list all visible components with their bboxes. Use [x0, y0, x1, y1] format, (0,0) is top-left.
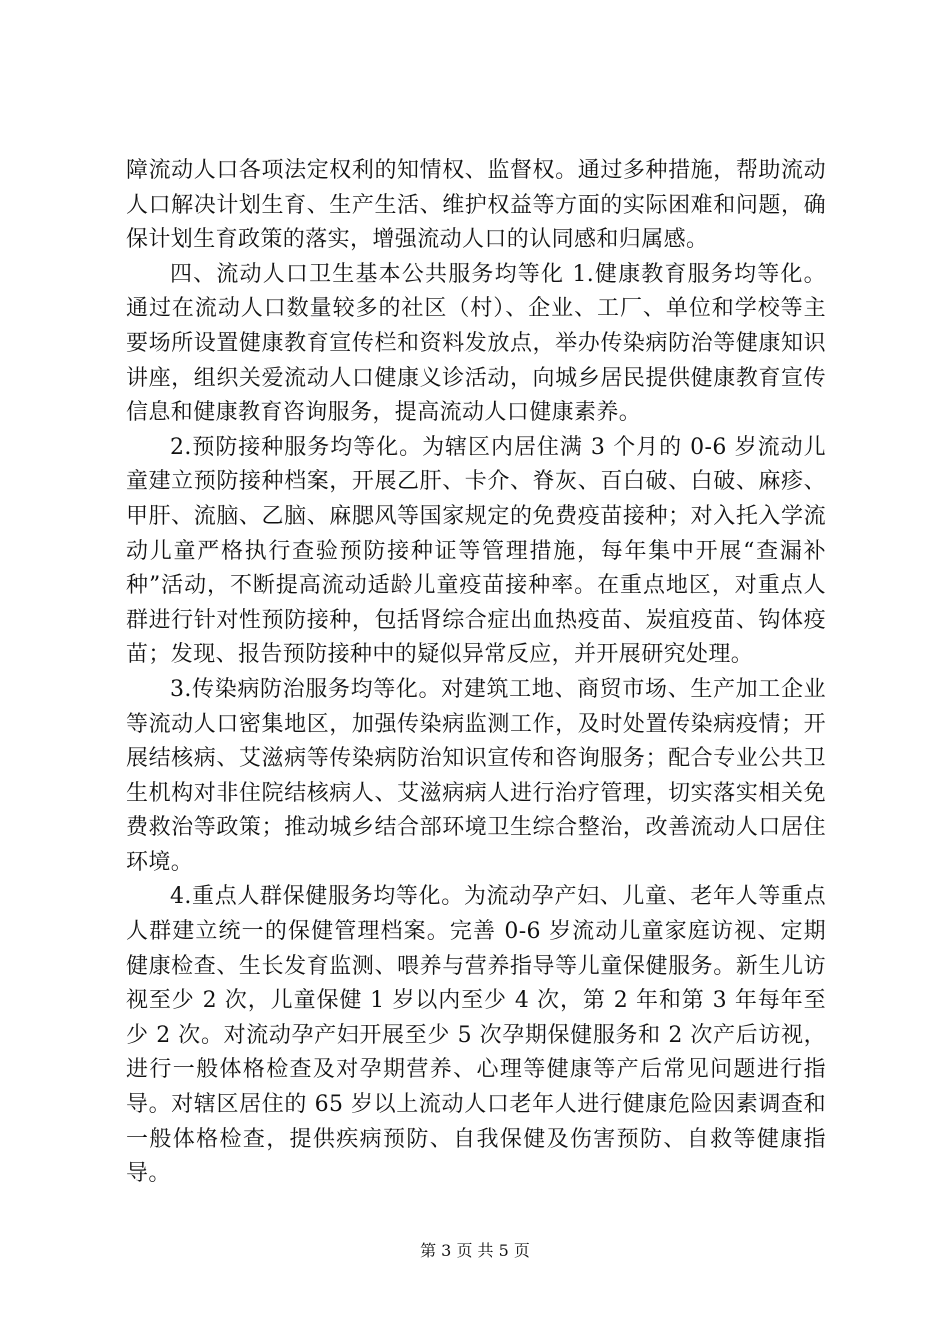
paragraph-vaccination: 2.预防接种服务均等化。为辖区内居住满 3 个月的 0-6 岁流动儿童建立预防接种档案，开展乙肝、卡介、脊灰、百白破、白破、麻疹、甲肝、流脑、乙脑、麻腮风等国家规定的免费疫苗接种；对入托入学流动儿童严格执行查验预防接种证等管理措施，每年集中开展“查漏补种”活动，不断提高流动适龄儿童疫苗接种率。在重点地区，对重点人群进行针对性预防接种，包括肾综合症出血热疫苗、炭疽疫苗、钩体疫苗；发现、报告预防接种中的疑似异常反应，并开展研究处理。: [126, 434, 826, 668]
document-body: [126, 154, 826, 1192]
paragraph-section-four: 四、流动人口卫生基本公共服务均等化 1.健康教育服务均等化。通过在流动人口数量较多的社区（村）、企业、工厂、单位和学校等主要场所设置健康教育宣传栏和资料发放点，举办传染病防治等健康知识讲座，组织关爱流动人口健康义诊活动，向城乡居民提供健康教育宣传信息和健康教育咨询服务，提高流动人口健康素养。: [126, 261, 826, 426]
page-footer: [0, 1241, 950, 1261]
paragraph-key-groups: 4.重点人群保健服务均等化。为流动孕产妇、儿童、老年人等重点人群建立统一的保健管理档案。完善 0-6 岁流动儿童家庭访视、定期健康检查、生长发育监测、喂养与营养指导等儿童保健服务。新生儿访视至少 2 次，儿童保健 1 岁以内至少 4 次，第 2 年和第 3 年每年至少 2 次。对流动孕产妇开展至少 5 次孕期保健服务和 2 次产后访视，进行一般体格检查及对孕期营养、心理等健康等产后常见问题进行指导。对辖区居住的 65 岁以上流动人口老年人进行健康危险因素调查和一般体格检查，提供疾病预防、自我保健及伤害预防、自救等健康指导。: [126, 884, 826, 1187]
page-number-label: 第 3 页 共 5 页: [420, 1241, 530, 1260]
paragraph-continuation: 障流动人口各项法定权利的知情权、监督权。通过多种措施，帮助流动人口解决计划生育、生产生活、维护权益等方面的实际困难和问题，确保计划生育政策的落实，增强流动人口的认同感和归属感。: [126, 158, 826, 253]
paragraph-infectious-disease: 3.传染病防治服务均等化。对建筑工地、商贸市场、生产加工企业等流动人口密集地区，加强传染病监测工作，及时处置传染病疫情；开展结核病、艾滋病等传染病防治知识宣传和咨询服务；配合专业公共卫生机构对非住院结核病人、艾滋病病人进行治疗管理，切实落实相关免费救治等政策；推动城乡结合部环境卫生综合整治，改善流动人口居住环境。: [126, 676, 826, 875]
